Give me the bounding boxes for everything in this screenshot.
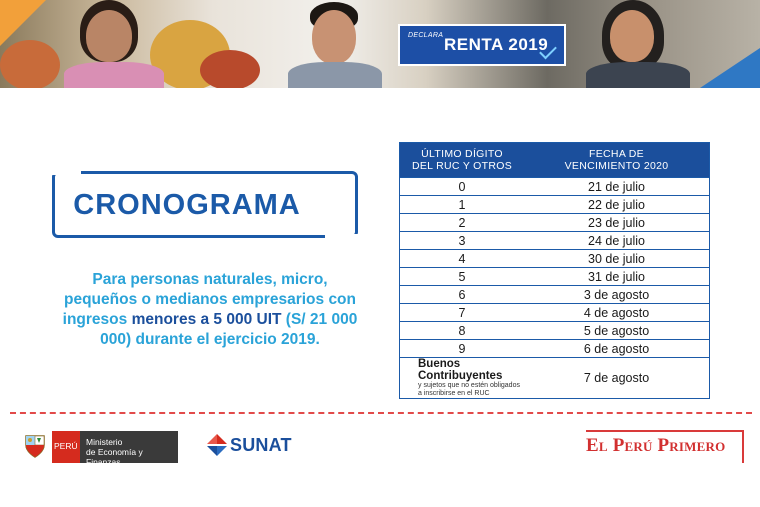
ministry-line-2: de Economía y Finanzas <box>86 447 143 467</box>
table-row <box>400 340 710 358</box>
header-banner <box>0 0 760 88</box>
el-peru-primero-logo: El Perú Primero <box>586 435 726 456</box>
table-row <box>400 304 710 322</box>
digit-cell: 9 <box>400 340 525 358</box>
date-cell: 21 de julio <box>524 178 710 196</box>
description-part-1: Para personas naturales, micro, pequeños o medianos empresarios con ingresos <box>62 271 356 328</box>
date-cell: 5 de agosto <box>524 322 710 340</box>
buenos-contribuyentes-cell <box>400 358 525 399</box>
column-header-digit-line2: DEL RUC Y OTROS <box>412 160 512 172</box>
blue-corner-accent <box>700 48 760 88</box>
sunat-logo-icon <box>206 433 228 457</box>
digit-cell: 3 <box>400 232 525 250</box>
description-emphasis: menores a 5 000 UIT <box>131 311 282 328</box>
sunat-wordmark: SUNAT <box>230 435 292 455</box>
table-row <box>400 322 710 340</box>
person-photo-woman-2 <box>580 0 700 88</box>
column-header-date-line1: FECHA DE <box>589 148 644 160</box>
date-cell: 30 de julio <box>524 250 710 268</box>
column-header-digit-line1: ÚLTIMO DÍGITO <box>421 148 503 160</box>
table-row <box>400 232 710 250</box>
column-header-date <box>524 143 710 178</box>
table-row <box>400 268 710 286</box>
page-title: CRONOGRAMA <box>73 189 301 221</box>
table-row-buenos-contribuyentes <box>400 358 710 399</box>
coat-of-arms-icon <box>23 433 47 459</box>
digit-cell: 6 <box>400 286 525 304</box>
description-part-2: (S/ 21 000 000) durante el ejercicio 2019. <box>100 311 358 348</box>
table-row <box>400 196 710 214</box>
peru-label: PERÚ <box>54 441 78 451</box>
ministry-logo-block <box>80 431 178 467</box>
date-cell: 6 de agosto <box>524 340 710 358</box>
market-produce <box>0 40 60 88</box>
table-row <box>400 214 710 232</box>
orange-corner-accent <box>0 0 46 46</box>
date-cell: 22 de julio <box>524 196 710 214</box>
description-text <box>60 270 360 350</box>
date-cell: 3 de agosto <box>524 286 710 304</box>
person-photo-woman-1 <box>60 0 180 88</box>
footer-divider <box>10 412 752 414</box>
date-cell: 24 de julio <box>524 232 710 250</box>
person-photo-man <box>280 0 390 88</box>
column-header-date-line2: VENCIMIENTO 2020 <box>564 160 669 172</box>
table-row <box>400 250 710 268</box>
renta-title: RENTA 2019 <box>444 35 549 54</box>
digit-cell: 5 <box>400 268 525 286</box>
buenos-contribuyentes-note-1: y sujetos que no estén obligados <box>418 382 520 389</box>
peru-logo-block <box>52 431 80 463</box>
table-row <box>400 178 710 196</box>
buenos-contribuyentes-note-2: a inscribirse en el RUC <box>418 390 490 397</box>
digit-cell: 1 <box>400 196 525 214</box>
digit-cell: 0 <box>400 178 525 196</box>
digit-cell: 4 <box>400 250 525 268</box>
digit-cell: 8 <box>400 322 525 340</box>
schedule-table <box>399 142 710 399</box>
declara-renta-badge <box>398 24 566 66</box>
market-produce-3 <box>200 50 260 88</box>
date-cell: 31 de julio <box>524 268 710 286</box>
date-cell: 23 de julio <box>524 214 710 232</box>
table-row <box>400 286 710 304</box>
digit-cell: 7 <box>400 304 525 322</box>
declara-label: DECLARA <box>408 32 444 39</box>
date-cell: 7 de agosto <box>524 358 710 399</box>
buenos-contribuyentes-label: Buenos Contribuyentes <box>418 358 503 382</box>
column-header-digit <box>400 143 525 178</box>
ministry-line-1: Ministerio <box>86 437 123 447</box>
digit-cell: 2 <box>400 214 525 232</box>
table-header-row <box>400 143 710 178</box>
date-cell: 4 de agosto <box>524 304 710 322</box>
